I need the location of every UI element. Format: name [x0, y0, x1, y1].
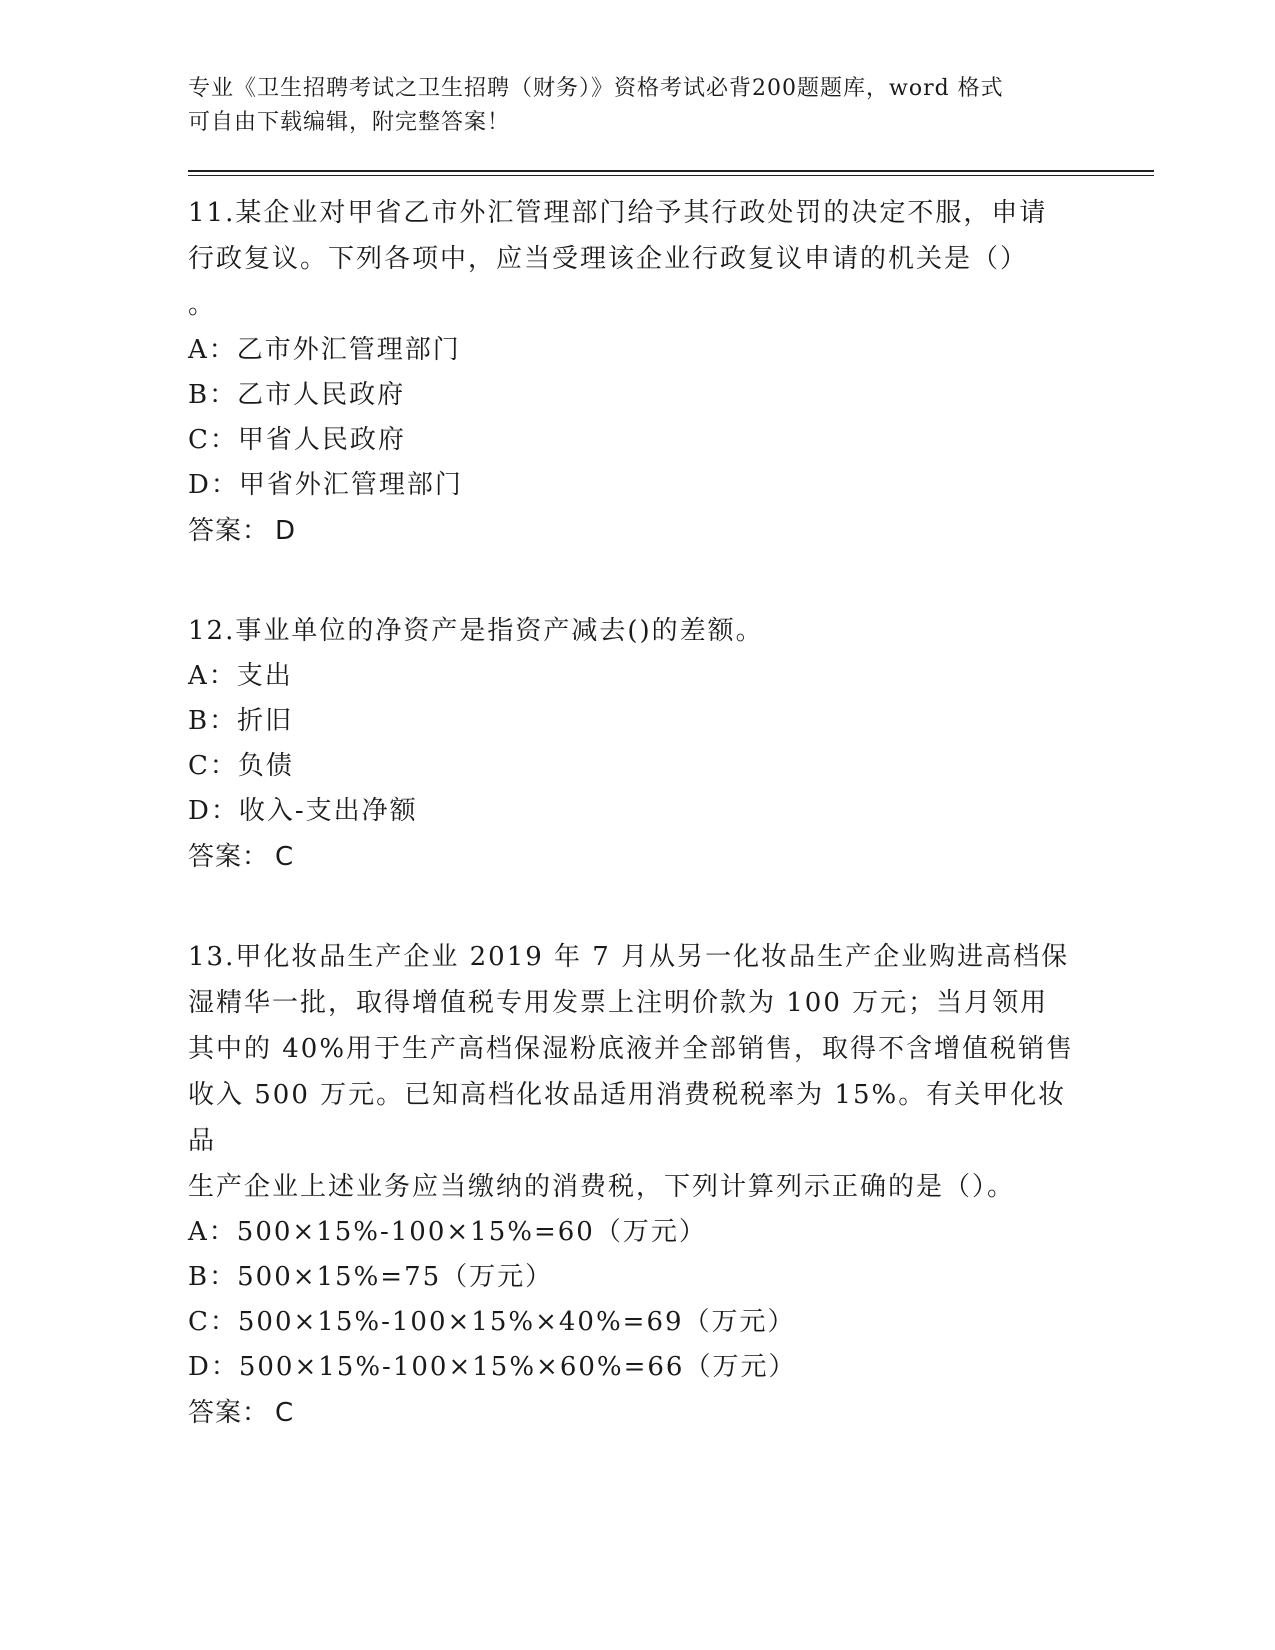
- stem-line: 12.事业单位的净资产是指资产减去()的差额。: [188, 616, 764, 646]
- stem-line: 其中的 40%用于生产高档保湿粉底液并全部销售，取得不含增值税销售: [188, 1034, 1075, 1064]
- answer-line: [188, 834, 1154, 880]
- option-d: D：收入-支出净额: [188, 796, 418, 826]
- header-line-1: 专业《卫生招聘考试之卫生招聘（财务）》资格考试必背200题题库，word 格式: [188, 76, 1004, 101]
- question-stem: [188, 608, 1088, 654]
- option-d: D：甲省外汇管理部门: [188, 470, 463, 500]
- answer-label: 答案：: [188, 842, 270, 872]
- stem-line: 湿精华一批，取得增值税专用发票上注明价款为 100 万元；当月领用: [188, 988, 1049, 1018]
- stem-line: 收入 500 万元。已知高档化妆品适用消费税税率为 15%。有关甲化妆品: [188, 1080, 1067, 1156]
- question-13: [188, 934, 1154, 1436]
- option-d: D：500×15%-100×15%×60%=66（万元）: [188, 1352, 797, 1382]
- option-c: C：500×15%-100×15%×40%=69（万元）: [188, 1307, 796, 1337]
- question-stem: [188, 934, 1088, 1210]
- answer-value: C: [275, 1398, 295, 1428]
- stem-line: 生产企业上述业务应当缴纳的消费税，下列计算列示正确的是（）。: [188, 1172, 1016, 1202]
- answer-line: [188, 508, 1154, 554]
- option-a: A：乙市外汇管理部门: [188, 335, 461, 365]
- answer-line: [188, 1390, 1154, 1436]
- stem-line: 。: [188, 290, 217, 320]
- option-b: B：500×15%=75（万元）: [188, 1262, 554, 1292]
- stem-line: 11.某企业对甲省乙市外汇管理部门给予其行政处罚的决定不服，申请: [188, 198, 1048, 228]
- option-b: B：折旧: [188, 706, 294, 736]
- option-b: B：乙市人民政府: [188, 380, 406, 410]
- question-11: [188, 190, 1154, 554]
- question-stem: [188, 190, 1088, 328]
- question-12: [188, 608, 1154, 880]
- answer-label: 答案：: [188, 516, 270, 546]
- stem-line: 行政复议。下列各项中，应当受理该企业行政复议申请的机关是（）: [188, 244, 1029, 274]
- answer-value: D: [275, 516, 297, 546]
- option-a: A：500×15%-100×15%=60（万元）: [188, 1217, 707, 1247]
- header-divider: [188, 170, 1154, 176]
- header-line-2: 可自由下载编辑，附完整答案！: [188, 110, 511, 135]
- stem-line: 13.甲化妆品生产企业 2019 年 7 月从另一化妆品生产企业购进高档保: [188, 942, 1070, 972]
- document-header: [188, 72, 1068, 140]
- option-c: C：甲省人民政府: [188, 425, 406, 455]
- answer-value: C: [275, 842, 295, 872]
- answer-label: 答案：: [188, 1398, 270, 1428]
- option-a: A：支出: [188, 661, 293, 691]
- option-c: C：负债: [188, 751, 294, 781]
- document-page: [188, 72, 1154, 1436]
